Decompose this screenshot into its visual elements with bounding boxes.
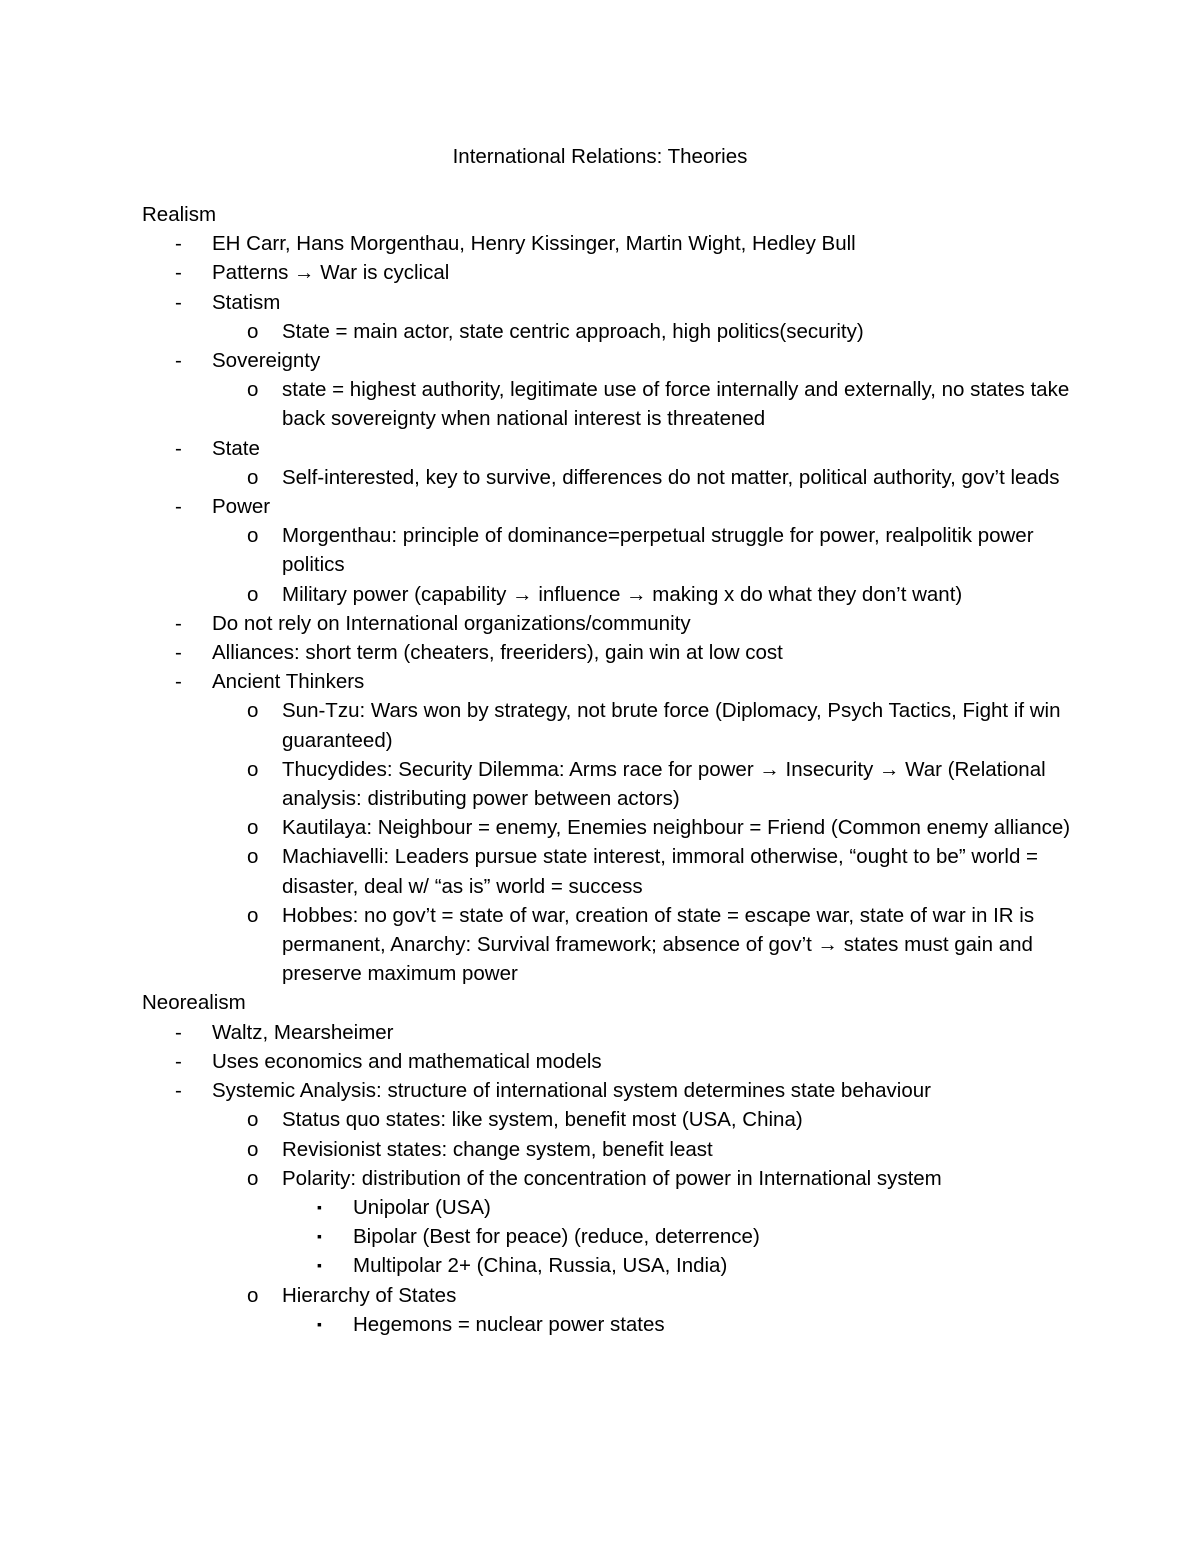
list-item-text: Self-interested, key to survive, differences do not matter, political authority, gov’t leads [282,465,1060,489]
list-item [142,842,1082,900]
list-item [142,1281,1082,1310]
list-item-text: Power [212,495,271,519]
bullet-marker: - [175,611,182,635]
list-item-text: Status quo states: like system, benefit most (USA, China) [282,1108,803,1132]
list-item [142,375,1082,433]
list-item [142,696,1082,754]
list-item-text: Systemic Analysis: structure of international system determines state behaviour [212,1079,931,1103]
bullet-marker: ▪ [317,1257,322,1274]
list-item [142,901,1082,989]
bullet-marker: o [247,845,259,869]
list-item [142,463,1082,492]
list-item-text: Hierarchy of States [282,1283,457,1307]
bullet-marker: o [247,816,259,840]
list-item-text: Revisionist states: change system, benefit least [282,1137,713,1161]
bullet-marker: o [247,1166,259,1190]
list-item-text: Bipolar (Best for peace) (reduce, deterrence) [353,1225,760,1249]
list-item [142,492,1082,521]
list-item [142,667,1082,696]
list-item [142,1105,1082,1134]
list-item [142,580,1082,609]
bullet-marker: o [247,1137,259,1161]
list-item-text: Do not rely on International organizations/community [212,611,691,635]
list-item-text: Multipolar 2+ (China, Russia, USA, India) [353,1254,728,1278]
list-item [142,813,1082,842]
list-item-text: Patterns → War is cyclical [212,261,450,285]
list-item [142,1135,1082,1164]
list-item-text: Waltz, Mearsheimer [212,1020,394,1044]
bullet-marker: - [175,1079,182,1103]
bullet-marker: - [175,232,182,256]
list-item [142,1310,1082,1339]
bullet-marker: - [175,290,182,314]
list-item-text: Sovereignty [212,349,321,373]
list-item-text: Sun-Tzu: Wars won by strategy, not brute force (Diplomacy, Psych Tactics, Fight if win guaranteed) [282,699,1061,752]
document-title: International Relations: Theories [452,145,748,168]
bullet-marker: - [175,1020,182,1044]
list-item [142,434,1082,463]
bullet-marker: o [247,582,259,606]
bullet-marker: o [247,757,259,781]
list-item-text: Alliances: short term (cheaters, freeriders), gain win at low cost [212,641,783,665]
list-item-text: Thucydides: Security Dilemma: Arms race for power → Insecurity → War (Relational analysis: distributing power between actors) [282,757,1046,811]
list-item [142,1164,1082,1193]
list-item [142,609,1082,638]
bullet-marker: ▪ [317,1198,322,1215]
list-item [142,1193,1082,1222]
bullet-marker: - [175,261,182,285]
list-item [142,638,1082,667]
bullet-marker: - [175,1049,182,1073]
list-item [142,1222,1082,1251]
bullet-marker: - [175,670,182,694]
list-item-text: Unipolar (USA) [353,1195,491,1219]
section-heading: Realism [142,203,217,226]
bullet-marker: - [175,495,182,519]
list-item-text: State [212,436,260,460]
list-item [142,755,1082,813]
bullet-marker: o [247,378,259,402]
bullet-marker: o [247,903,259,927]
list-item-text: Military power (capability → influence → making x do what they don’t want) [282,582,963,606]
list-item-text: EH Carr, Hans Morgenthau, Henry Kissinger, Martin Wight, Hedley Bull [212,232,856,256]
list-item [142,1251,1082,1280]
list-item [142,317,1082,346]
bullet-marker: o [247,524,259,548]
list-item-text: Hegemons = nuclear power states [353,1312,665,1336]
list-item [142,1076,1082,1105]
bullet-marker: o [247,699,259,723]
document-body [142,200,1082,1339]
list-item-text: Ancient Thinkers [212,670,365,694]
bullet-marker: ▪ [317,1315,322,1332]
bullet-marker: ▪ [317,1228,322,1245]
bullet-marker: o [247,1283,259,1307]
list-item-text: state = highest authority, legitimate use of force internally and externally, no states take back sovereignty when national interest is threatened [282,378,1070,431]
list-item [142,288,1082,317]
bullet-marker: - [175,641,182,665]
list-item-text: Machiavelli: Leaders pursue state interest, immoral otherwise, “ought to be” world = disaster, deal w/ “as is” world = success [282,845,1039,898]
bullet-marker: - [175,436,182,460]
list-item-text: Morgenthau: principle of dominance=perpetual struggle for power, realpolitik power politics [282,524,1034,577]
list-item [142,521,1082,579]
list-item [142,258,1082,287]
list-item-text: Hobbes: no gov’t = state of war, creation of state = escape war, state of war in IR is permanent, Anarchy: Survival framework; absence of gov’t → states must gain and preserve maximum power [282,903,1035,986]
list-item [142,1018,1082,1047]
list-item-text: Uses economics and mathematical models [212,1049,602,1073]
list-item-text: Polarity: distribution of the concentration of power in International system [282,1166,942,1190]
bullet-marker: o [247,1108,259,1132]
list-item-text: Kautilaya: Neighbour = enemy, Enemies neighbour = Friend (Common enemy alliance) [282,816,1071,840]
bullet-marker: o [247,465,259,489]
section-heading: Neorealism [142,991,246,1015]
bullet-marker: o [247,319,259,343]
bullet-marker: - [175,349,182,373]
list-item-text: Statism [212,290,281,314]
list-item [142,346,1082,375]
list-item [142,229,1082,258]
list-item-text: State = main actor, state centric approach, high politics(security) [282,319,864,343]
list-item [142,1047,1082,1076]
